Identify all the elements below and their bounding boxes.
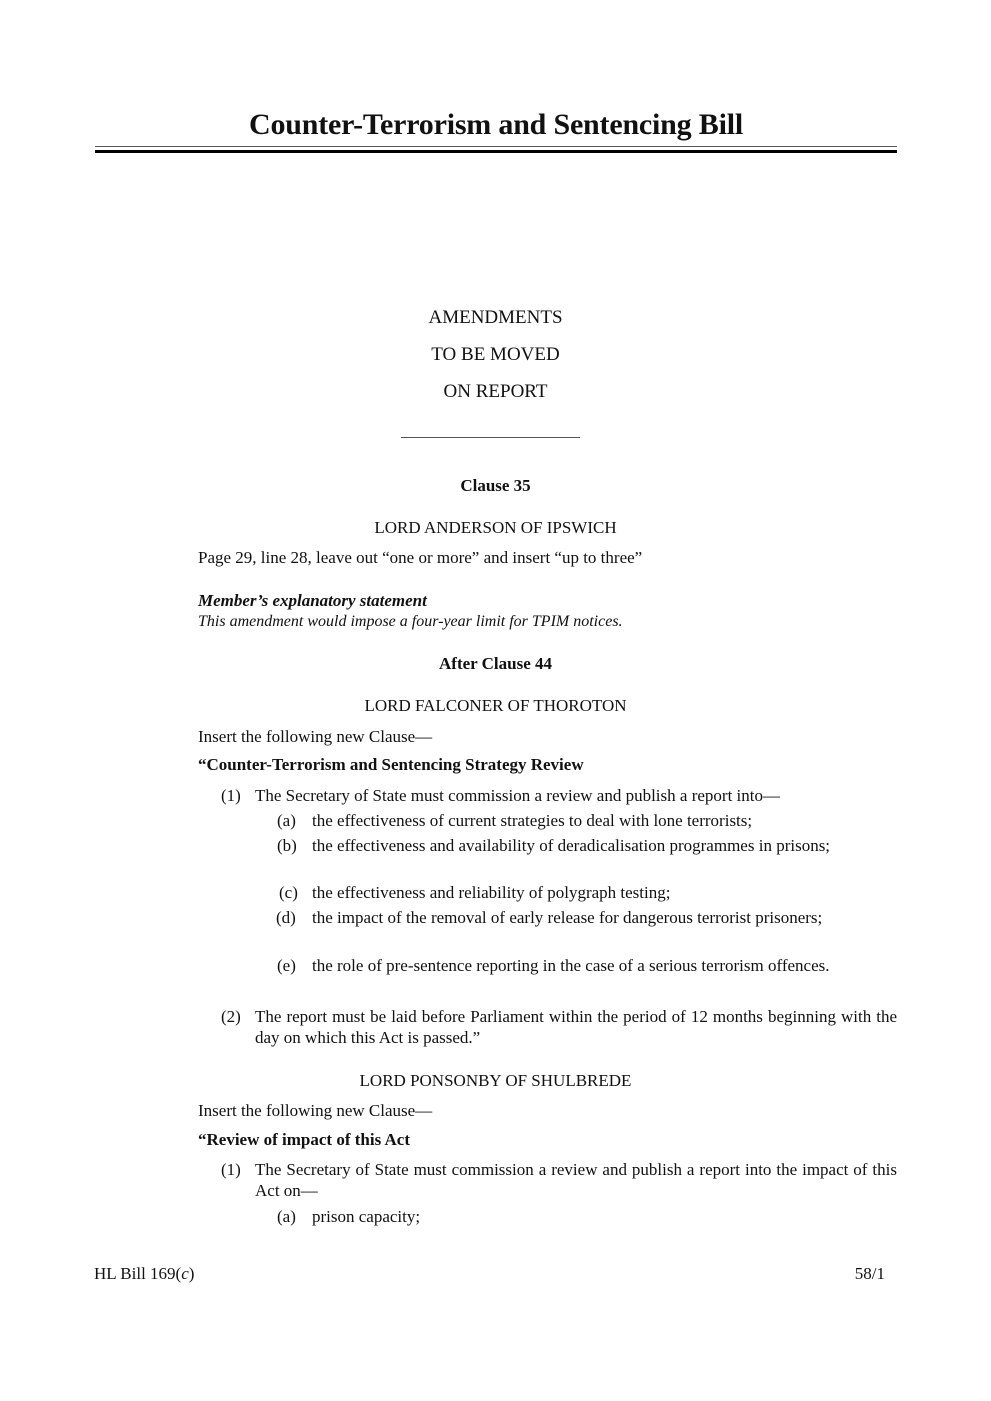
heading-separator [401, 437, 580, 438]
clause-heading: Clause 35 [460, 476, 531, 495]
bill-reference-italic: c [181, 1264, 189, 1283]
new-clause-title: “Review of impact of this Act [198, 1130, 410, 1149]
paragraph-text: the impact of the removal of early release for dangerous terrorist prisoners; [312, 908, 823, 927]
bill-reference [94, 1263, 194, 1285]
heading-on-report: ON REPORT [443, 381, 548, 402]
title-rule-thick [95, 150, 897, 153]
member-name: LORD PONSONBY OF SHULBREDE [359, 1071, 632, 1090]
paragraph-text: the effectiveness of current strategies to deal with lone terrorists; [312, 811, 753, 830]
new-clause-title: “Counter-Terrorism and Sentencing Strategy Review [198, 755, 584, 774]
amendment-text: Page 29, line 28, leave out “one or more” and insert “up to three” [198, 548, 643, 567]
subsection-text: The Secretary of State must commission a review and publish a report into— [255, 786, 780, 805]
paragraph-number: (d) [276, 908, 296, 927]
insert-instruction: Insert the following new Clause— [198, 1101, 433, 1120]
member-name: LORD ANDERSON OF IPSWICH [374, 518, 617, 537]
subsection-number: (1) [221, 786, 241, 805]
subsection-text: The Secretary of State must commission a review and publish a report into the impact of this Act on— [255, 1160, 897, 1200]
paragraph-number: (b) [277, 836, 297, 855]
bill-reference-suffix: ) [188, 1264, 195, 1283]
explanatory-statement-label: Member’s explanatory statement [198, 591, 427, 610]
page-reference: 58/1 [854, 1264, 885, 1283]
insert-instruction: Insert the following new Clause— [198, 727, 433, 746]
document-title: Counter-Terrorism and Sentencing Bill [248, 108, 743, 141]
paragraph-number: (a) [277, 811, 296, 830]
subsection-text: The report must be laid before Parliament within the period of 12 months beginning with the day on which this Act is passed.” [255, 1007, 897, 1047]
clause-heading: After Clause 44 [439, 654, 552, 673]
paragraph-text: prison capacity; [312, 1207, 421, 1226]
heading-to-be-moved: TO BE MOVED [431, 344, 560, 365]
bill-reference-prefix: HL Bill 169( [94, 1264, 182, 1283]
paragraph-text: the role of pre-sentence reporting in the case of a serious terrorism offences. [312, 956, 830, 975]
paragraph-text: the effectiveness and reliability of polygraph testing; [312, 883, 671, 902]
heading-amendments: AMENDMENTS [428, 307, 563, 328]
title-rule-thin [95, 146, 897, 147]
paragraph-number: (e) [277, 956, 296, 975]
paragraph-text: the effectiveness and availability of deradicalisation programmes in prisons; [312, 836, 831, 855]
subsection-number: (2) [221, 1007, 241, 1026]
subsection-number: (1) [221, 1160, 241, 1179]
paragraph-number: (a) [277, 1207, 296, 1226]
explanatory-statement-text: This amendment would impose a four-year limit for TPIM notices. [198, 613, 623, 630]
member-name: LORD FALCONER OF THOROTON [364, 696, 627, 715]
paragraph-number: (c) [279, 883, 298, 902]
